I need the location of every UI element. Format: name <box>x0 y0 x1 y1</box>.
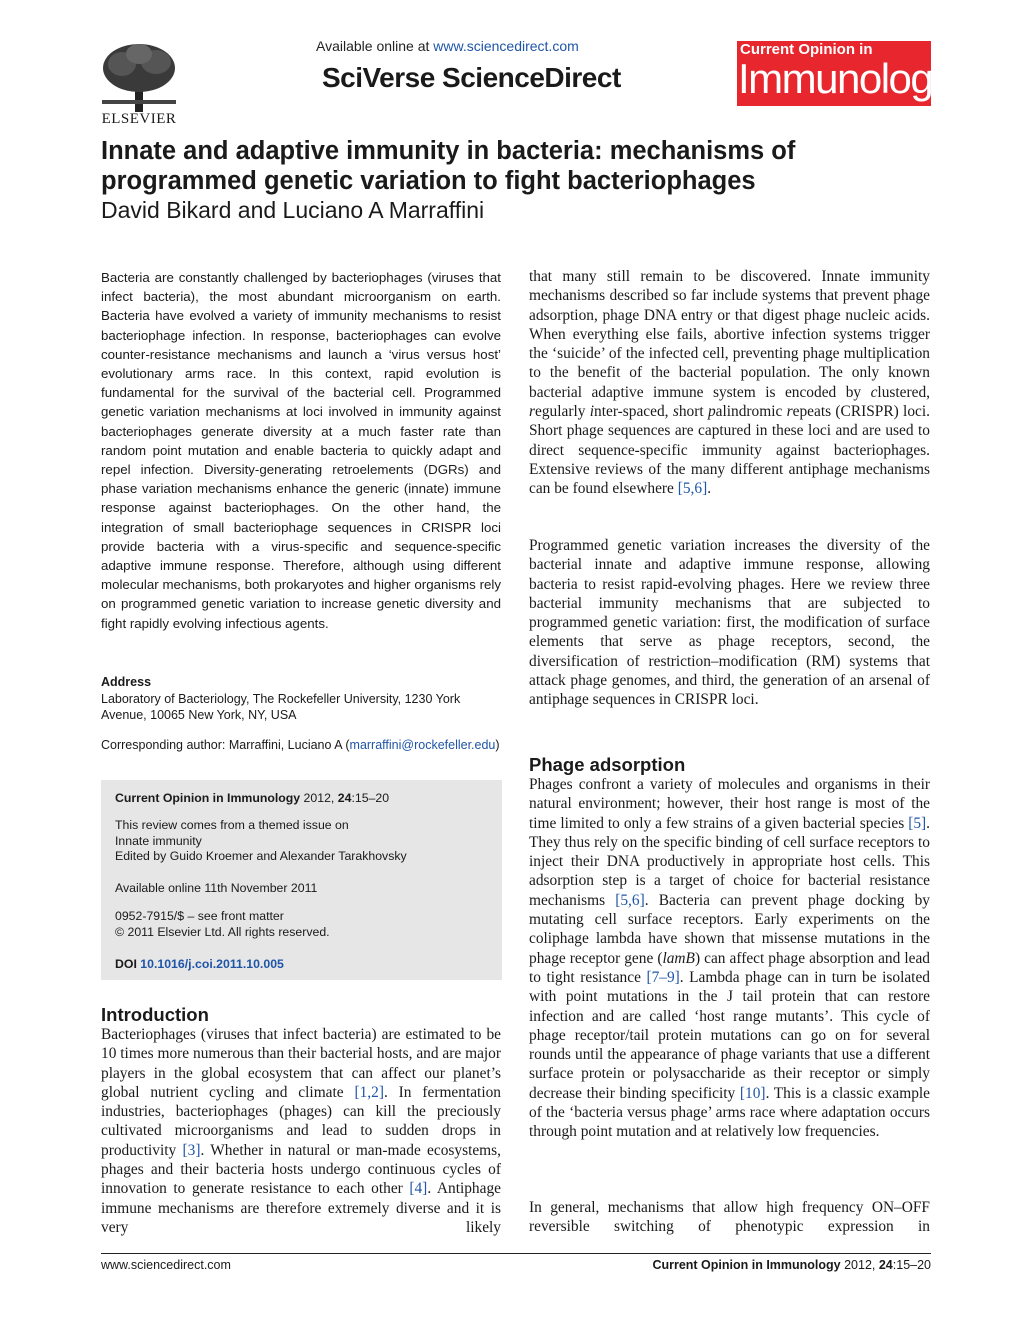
text-run: ) can affect phage absorption and lead to tight resistance <box>529 949 930 986</box>
platform-name: SciVerse ScienceDirect <box>322 62 621 93</box>
citation-year: 2012, <box>300 791 338 805</box>
footer-year: 2012, <box>840 1258 879 1272</box>
text-run: nter-spaced, <box>594 403 673 421</box>
text-run: hort <box>678 403 708 421</box>
text-run: Bacteriophages (viruses that infect bacteria) are estimated to be 10 times more numerous than their bacterial hosts, and are major players in the global ecosystem that can affect our planet’s global nutrient cycling and climate <box>101 1026 501 1101</box>
citation-journal: Current Opinion in Immunology <box>115 791 301 805</box>
issn-line: 0952-7915/$ – see front matter <box>115 909 284 923</box>
copyright-line <box>115 925 330 939</box>
address-label: Address <box>101 675 152 689</box>
reference-link[interactable]: [5,6] <box>615 891 645 909</box>
citation-line <box>115 791 389 805</box>
acronym-letter: c <box>870 383 878 401</box>
corresponding-suffix: ) <box>495 738 500 752</box>
email-link[interactable]: marraffini@rockefeller.edu <box>349 738 496 752</box>
reference-link[interactable]: [7–9] <box>646 968 680 986</box>
theme-line-2: Innate immunity <box>115 834 202 848</box>
text-run: . Antiphage immune mechanisms are therefore extremely diverse and it is very likely <box>101 1180 501 1236</box>
text-run: lustered, <box>877 383 930 401</box>
text-run: . Bacteria can prevent phage docking by mutating cell surface receptors. Early experiments on the coliphage lambda have shown that missense mutations in the phage receptor gene ( <box>529 891 930 967</box>
innate-immunity-paragraph <box>529 267 930 499</box>
gene-name: lamB <box>662 949 695 967</box>
acronym-letter: i <box>589 403 595 421</box>
text-run: Phages confront a variety of molecules and organisms in their natural environment; however, their host range is most of the time limited to only a few strains of a given bacterial species <box>529 776 930 832</box>
reference-link[interactable]: [10] <box>739 1084 766 1102</box>
section-heading-introduction: Introduction <box>101 1004 209 1025</box>
theme-line-1: This review comes from a themed issue on <box>115 818 349 832</box>
reference-link[interactable]: [5] <box>908 814 927 832</box>
citation-volume: 24 <box>337 791 352 805</box>
text-run: . In fermentation industries, bacteriophages (phages) can kill the preciously cultivated microorganisms and lead to sudden drops in productivity <box>101 1083 501 1159</box>
switching-paragraph: In general, mechanisms that allow high frequency ON–OFF reversible switching of phenotypic expression in <box>529 1199 930 1236</box>
journal-logo-small: Current Opinion in <box>740 41 873 58</box>
abstract: Bacteria are constantly challenged by bacteriophages (viruses that infect bacteria), the most abundant microorganism on earth. Bacteria have evolved a variety of immunity mechanisms to resist bacteriophage infection. In response, bacteriophages can evolve counter-resistance mechanisms and launch a ‘virus versus host’ evolutionary arms race. In this context, rapid evolution is fundamental for the survival of the bacterial cell. Programmed genetic variation mechanisms at loci involved in immunity against bacteriophages generate diversity at a much faster rate than random point mutation and enable bacteria to quickly adapt and repel infection. Diversity-generating retroelements (DGRs) and phase variation mechanisms enhance the generic (innate) immune response against bacteriophages. On the other hand, the integration of small bacteriophage sequences in CRISPR loci provide bacteria with a virus-specific and sequence-specific adaptive immune response. Therefore, although using different molecular mechanisms, both prokaryotes and higher organisms rely on programmed genetic variation to increase genetic diversity and fight rapidly evolving infectious agents. <box>101 270 501 631</box>
reference-link[interactable]: [4] <box>409 1180 428 1198</box>
editors-line: Edited by Guido Kroemer and Alexander Tarakhovsky <box>115 849 407 863</box>
text-run: alindromic <box>715 403 787 421</box>
copyright-text: 2011 Elsevier Ltd. All rights reserved. <box>127 925 330 939</box>
journal-logo <box>737 41 952 106</box>
acronym-letter: r <box>786 403 793 421</box>
copyright-icon: © <box>115 925 128 939</box>
text-run: . They thus rely on the specific binding of cell surface receptors to inject their DNA productively in appropriate host cells. This adsorption step is a target of choice for bacterial resistance mechanisms <box>529 814 930 909</box>
footer-volume: 24 <box>878 1258 893 1272</box>
review-scope-paragraph: Programmed genetic variation increases the diversity of the bacterial innate and adaptive immune response, allowing bacteria to resist rapid-evolving phages. Here we review three bacterial immunity mechanisms that are subjected to programmed genetic variation: first, the modification of surface elements that serve as phage receptors, second, the diversification of restriction–modification (RM) systems that attack phage genomes, and third, the generation of an arsenal of antiphage sequences in CRISPR loci. <box>529 537 930 709</box>
corresponding-prefix: Corresponding author: Marraffini, Luciano A ( <box>101 738 350 752</box>
available-prefix: Available online at <box>316 38 434 54</box>
journal-logo-big: Immunology <box>738 55 952 102</box>
available-date: Available online 11th November 2011 <box>115 881 318 895</box>
intro-paragraph <box>101 1025 501 1237</box>
citation-pages: :15–20 <box>351 791 390 805</box>
text-run: epeats (CRISPR) loci. Short phage sequences are captured in these loci and are used to direct sequence-specific immunity against bacteriophages. Extensive reviews of the many different antiphage mechanisms can be found elsewhere <box>529 403 930 498</box>
footer-url: www.sciencedirect.com <box>101 1258 231 1272</box>
footer-journal: Current Opinion in Immunology <box>652 1258 841 1272</box>
article-info-box <box>101 780 502 980</box>
reference-link[interactable]: [3] <box>182 1141 201 1159</box>
footer-citation <box>652 1258 931 1272</box>
doi-link[interactable]: 10.1016/j.coi.2011.10.005 <box>140 957 284 971</box>
available-online-line <box>316 38 579 54</box>
footer-divider <box>101 1253 931 1254</box>
doi-label: DOI <box>115 957 141 971</box>
text-run: . Whether in natural or man-made ecosystems, phages and their bacteria hosts undergo continuous cycles of innovation to generate resistance to each other <box>101 1141 501 1198</box>
text-run: egularly <box>535 403 590 421</box>
address-text: Laboratory of Bacteriology, The Rockefeller University, 1230 York Avenue, 10065 New York, NY, USA <box>101 692 461 722</box>
reference-link[interactable]: [1,2] <box>354 1083 384 1101</box>
corresponding-author <box>101 738 511 752</box>
acronym-letter: r <box>529 403 535 421</box>
footer-pages: :15–20 <box>892 1258 931 1272</box>
acronym-letter: s <box>672 403 679 421</box>
section-heading-phage-adsorption: Phage adsorption <box>529 754 686 775</box>
sciencedirect-link[interactable]: www.sciencedirect.com <box>433 38 579 54</box>
phage-adsorption-paragraph <box>529 775 930 1142</box>
text-run: . This is a classic example of the ‘bacteria versus phage’ arms race where adaptation occurs through point mutation and at relatively low frequencies. <box>529 1084 930 1141</box>
text-run: . <box>707 480 712 498</box>
text-run: that many still remain to be discovered. Innate immunity mechanisms described so far include systems that prevent phage adsorption, phage DNA entry or that digest phage nucleic acids. When everything else fails, abortive infection systems trigger the ‘suicide’ of the infected cell, preventing phage multiplication to the benefit of the bacterial population. The only known bacterial adaptive immune system is encoded by <box>529 268 930 401</box>
publisher-wordmark: ELSEVIER <box>101 111 177 127</box>
acronym-letter: p <box>707 403 716 421</box>
article-authors: David Bikard and Luciano A Marraffini <box>101 197 485 223</box>
reference-link[interactable]: [5,6] <box>677 480 708 498</box>
doi-line <box>115 957 284 971</box>
text-run: . Lambda phage can in turn be isolated with point mutations in the J tail protein that can restore infection and are called ‘host range mutants’. This cycle of phage receptor/tail protein mutations can go on for several rounds until the appearance of phage variants that use a different surface protein or polysaccharide as their receptor or simply decrease their binding specificity <box>529 968 930 1102</box>
article-title: Innate and adaptive immunity in bacteria: mechanisms of programmed genetic variation to fight bacteriophages <box>101 137 796 195</box>
